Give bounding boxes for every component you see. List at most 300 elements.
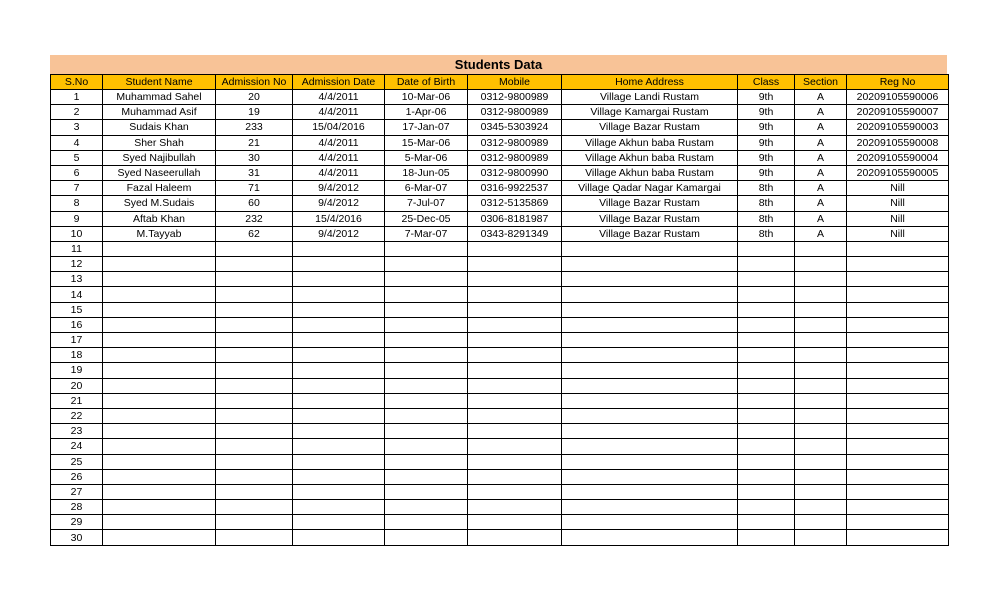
cell-student-name[interactable]: Syed Najibullah [103, 150, 216, 165]
cell-reg-no[interactable] [847, 287, 949, 302]
cell-student-name[interactable] [103, 363, 216, 378]
cell-home-address[interactable] [562, 469, 738, 484]
cell-student-name[interactable] [103, 469, 216, 484]
cell-sno[interactable]: 24 [51, 439, 103, 454]
cell-student-name[interactable]: Muhammad Asif [103, 105, 216, 120]
cell-sno[interactable]: 19 [51, 363, 103, 378]
cell-admission-date[interactable] [293, 287, 385, 302]
column-header-mobile[interactable]: Mobile [468, 75, 562, 90]
cell-reg-no[interactable]: Nill [847, 181, 949, 196]
cell-student-name[interactable] [103, 272, 216, 287]
cell-reg-no[interactable] [847, 530, 949, 545]
cell-reg-no[interactable]: 20209105590008 [847, 135, 949, 150]
cell-student-name[interactable] [103, 257, 216, 272]
cell-mobile[interactable] [468, 469, 562, 484]
cell-class[interactable] [738, 408, 795, 423]
cell-class[interactable] [738, 439, 795, 454]
cell-admission-date[interactable] [293, 424, 385, 439]
cell-home-address[interactable]: Village Akhun baba Rustam [562, 150, 738, 165]
cell-mobile[interactable] [468, 515, 562, 530]
cell-date-of-birth[interactable] [385, 317, 468, 332]
cell-admission-no[interactable] [216, 500, 293, 515]
cell-reg-no[interactable]: 20209105590006 [847, 90, 949, 105]
cell-section[interactable] [795, 272, 847, 287]
cell-section[interactable] [795, 469, 847, 484]
cell-date-of-birth[interactable] [385, 515, 468, 530]
cell-sno[interactable]: 7 [51, 181, 103, 196]
cell-reg-no[interactable] [847, 302, 949, 317]
cell-mobile[interactable]: 0312-9800990 [468, 165, 562, 180]
cell-mobile[interactable] [468, 363, 562, 378]
cell-date-of-birth[interactable] [385, 454, 468, 469]
cell-home-address[interactable] [562, 393, 738, 408]
cell-admission-no[interactable] [216, 287, 293, 302]
cell-class[interactable]: 8th [738, 196, 795, 211]
cell-section[interactable]: A [795, 105, 847, 120]
cell-section[interactable] [795, 287, 847, 302]
cell-admission-date[interactable] [293, 272, 385, 287]
cell-admission-date[interactable] [293, 408, 385, 423]
cell-admission-date[interactable] [293, 530, 385, 545]
cell-reg-no[interactable] [847, 348, 949, 363]
cell-admission-no[interactable] [216, 515, 293, 530]
column-header-admission-date[interactable]: Admission Date [293, 75, 385, 90]
cell-mobile[interactable]: 0312-9800989 [468, 105, 562, 120]
cell-section[interactable]: A [795, 90, 847, 105]
cell-admission-date[interactable]: 9/4/2012 [293, 196, 385, 211]
cell-admission-no[interactable] [216, 363, 293, 378]
cell-reg-no[interactable]: 20209105590007 [847, 105, 949, 120]
cell-class[interactable]: 9th [738, 120, 795, 135]
cell-section[interactable] [795, 333, 847, 348]
cell-section[interactable] [795, 500, 847, 515]
cell-reg-no[interactable] [847, 317, 949, 332]
cell-mobile[interactable] [468, 393, 562, 408]
cell-mobile[interactable] [468, 378, 562, 393]
cell-sno[interactable]: 6 [51, 165, 103, 180]
cell-admission-no[interactable] [216, 408, 293, 423]
cell-date-of-birth[interactable]: 17-Jan-07 [385, 120, 468, 135]
cell-date-of-birth[interactable] [385, 378, 468, 393]
cell-mobile[interactable]: 0343-8291349 [468, 226, 562, 241]
cell-section[interactable] [795, 439, 847, 454]
cell-reg-no[interactable] [847, 241, 949, 256]
cell-sno[interactable]: 26 [51, 469, 103, 484]
cell-reg-no[interactable]: 20209105590003 [847, 120, 949, 135]
cell-date-of-birth[interactable] [385, 257, 468, 272]
column-header-date-of-birth[interactable]: Date of Birth [385, 75, 468, 90]
cell-date-of-birth[interactable] [385, 393, 468, 408]
cell-section[interactable] [795, 454, 847, 469]
cell-mobile[interactable]: 0312-5135869 [468, 196, 562, 211]
cell-sno[interactable]: 15 [51, 302, 103, 317]
cell-admission-no[interactable]: 31 [216, 165, 293, 180]
cell-class[interactable] [738, 317, 795, 332]
cell-section[interactable]: A [795, 211, 847, 226]
cell-home-address[interactable] [562, 317, 738, 332]
cell-home-address[interactable]: Village Qadar Nagar Kamargai [562, 181, 738, 196]
cell-admission-no[interactable]: 233 [216, 120, 293, 135]
cell-class[interactable]: 9th [738, 135, 795, 150]
cell-mobile[interactable] [468, 424, 562, 439]
cell-reg-no[interactable] [847, 333, 949, 348]
cell-student-name[interactable]: M.Tayyab [103, 226, 216, 241]
cell-admission-date[interactable]: 9/4/2012 [293, 181, 385, 196]
cell-sno[interactable]: 21 [51, 393, 103, 408]
cell-section[interactable]: A [795, 196, 847, 211]
cell-sno[interactable]: 8 [51, 196, 103, 211]
cell-admission-no[interactable] [216, 317, 293, 332]
cell-sno[interactable]: 4 [51, 135, 103, 150]
cell-reg-no[interactable]: 20209105590004 [847, 150, 949, 165]
cell-mobile[interactable] [468, 530, 562, 545]
cell-home-address[interactable]: Village Akhun baba Rustam [562, 135, 738, 150]
cell-admission-no[interactable] [216, 272, 293, 287]
cell-mobile[interactable] [468, 302, 562, 317]
cell-date-of-birth[interactable] [385, 241, 468, 256]
cell-admission-date[interactable] [293, 348, 385, 363]
cell-admission-date[interactable] [293, 257, 385, 272]
cell-admission-no[interactable] [216, 484, 293, 499]
cell-class[interactable]: 8th [738, 211, 795, 226]
cell-admission-date[interactable] [293, 500, 385, 515]
cell-admission-date[interactable] [293, 317, 385, 332]
cell-home-address[interactable]: Village Bazar Rustam [562, 120, 738, 135]
cell-admission-no[interactable]: 19 [216, 105, 293, 120]
column-header-section[interactable]: Section [795, 75, 847, 90]
cell-sno[interactable]: 13 [51, 272, 103, 287]
cell-home-address[interactable] [562, 439, 738, 454]
cell-class[interactable] [738, 454, 795, 469]
cell-date-of-birth[interactable] [385, 287, 468, 302]
cell-mobile[interactable]: 0312-9800989 [468, 135, 562, 150]
cell-date-of-birth[interactable]: 25-Dec-05 [385, 211, 468, 226]
cell-reg-no[interactable] [847, 454, 949, 469]
cell-section[interactable] [795, 348, 847, 363]
cell-admission-date[interactable]: 4/4/2011 [293, 150, 385, 165]
cell-section[interactable] [795, 241, 847, 256]
cell-reg-no[interactable] [847, 363, 949, 378]
cell-sno[interactable]: 14 [51, 287, 103, 302]
cell-admission-no[interactable] [216, 348, 293, 363]
cell-admission-no[interactable] [216, 393, 293, 408]
cell-class[interactable] [738, 393, 795, 408]
cell-sno[interactable]: 17 [51, 333, 103, 348]
cell-date-of-birth[interactable] [385, 469, 468, 484]
cell-reg-no[interactable] [847, 272, 949, 287]
cell-mobile[interactable] [468, 484, 562, 499]
cell-section[interactable]: A [795, 165, 847, 180]
cell-section[interactable]: A [795, 135, 847, 150]
cell-section[interactable] [795, 302, 847, 317]
cell-student-name[interactable] [103, 241, 216, 256]
cell-date-of-birth[interactable]: 10-Mar-06 [385, 90, 468, 105]
cell-home-address[interactable]: Village Kamargai Rustam [562, 105, 738, 120]
column-header-student-name[interactable]: Student Name [103, 75, 216, 90]
cell-reg-no[interactable] [847, 257, 949, 272]
cell-admission-date[interactable] [293, 393, 385, 408]
cell-reg-no[interactable]: Nill [847, 196, 949, 211]
cell-class[interactable]: 8th [738, 181, 795, 196]
cell-date-of-birth[interactable]: 15-Mar-06 [385, 135, 468, 150]
cell-date-of-birth[interactable] [385, 530, 468, 545]
cell-student-name[interactable] [103, 333, 216, 348]
cell-home-address[interactable] [562, 515, 738, 530]
cell-sno[interactable]: 23 [51, 424, 103, 439]
cell-reg-no[interactable]: Nill [847, 211, 949, 226]
cell-class[interactable] [738, 530, 795, 545]
cell-sno[interactable]: 25 [51, 454, 103, 469]
cell-class[interactable]: 9th [738, 105, 795, 120]
cell-sno[interactable]: 1 [51, 90, 103, 105]
cell-student-name[interactable]: Syed Naseerullah [103, 165, 216, 180]
cell-sno[interactable]: 12 [51, 257, 103, 272]
cell-student-name[interactable]: Sudais Khan [103, 120, 216, 135]
cell-class[interactable] [738, 363, 795, 378]
cell-reg-no[interactable]: Nill [847, 226, 949, 241]
column-header-admission-no[interactable]: Admission No [216, 75, 293, 90]
column-header-reg-no[interactable]: Reg No [847, 75, 949, 90]
cell-class[interactable] [738, 484, 795, 499]
cell-student-name[interactable] [103, 454, 216, 469]
cell-section[interactable] [795, 424, 847, 439]
cell-mobile[interactable] [468, 454, 562, 469]
cell-admission-date[interactable]: 15/04/2016 [293, 120, 385, 135]
cell-student-name[interactable]: Syed M.Sudais [103, 196, 216, 211]
cell-date-of-birth[interactable]: 1-Apr-06 [385, 105, 468, 120]
cell-admission-date[interactable]: 4/4/2011 [293, 90, 385, 105]
cell-date-of-birth[interactable] [385, 333, 468, 348]
cell-section[interactable] [795, 515, 847, 530]
cell-sno[interactable]: 11 [51, 241, 103, 256]
cell-home-address[interactable] [562, 500, 738, 515]
cell-reg-no[interactable] [847, 439, 949, 454]
cell-section[interactable] [795, 363, 847, 378]
cell-admission-no[interactable] [216, 454, 293, 469]
cell-student-name[interactable]: Muhammad Sahel [103, 90, 216, 105]
cell-admission-date[interactable]: 15/4/2016 [293, 211, 385, 226]
cell-admission-no[interactable] [216, 469, 293, 484]
cell-student-name[interactable] [103, 439, 216, 454]
cell-section[interactable]: A [795, 226, 847, 241]
cell-admission-no[interactable] [216, 302, 293, 317]
cell-admission-no[interactable]: 71 [216, 181, 293, 196]
cell-class[interactable] [738, 333, 795, 348]
cell-admission-no[interactable]: 20 [216, 90, 293, 105]
cell-section[interactable]: A [795, 181, 847, 196]
cell-home-address[interactable] [562, 454, 738, 469]
cell-section[interactable]: A [795, 150, 847, 165]
cell-mobile[interactable]: 0312-9800989 [468, 150, 562, 165]
cell-date-of-birth[interactable] [385, 348, 468, 363]
cell-student-name[interactable] [103, 348, 216, 363]
cell-admission-no[interactable] [216, 257, 293, 272]
cell-sno[interactable]: 10 [51, 226, 103, 241]
cell-section[interactable] [795, 317, 847, 332]
cell-date-of-birth[interactable]: 18-Jun-05 [385, 165, 468, 180]
cell-sno[interactable]: 5 [51, 150, 103, 165]
cell-student-name[interactable] [103, 408, 216, 423]
cell-home-address[interactable] [562, 408, 738, 423]
cell-class[interactable]: 9th [738, 150, 795, 165]
cell-sno[interactable]: 3 [51, 120, 103, 135]
cell-sno[interactable]: 2 [51, 105, 103, 120]
cell-admission-date[interactable] [293, 333, 385, 348]
cell-sno[interactable]: 16 [51, 317, 103, 332]
cell-sno[interactable]: 30 [51, 530, 103, 545]
cell-date-of-birth[interactable]: 6-Mar-07 [385, 181, 468, 196]
cell-date-of-birth[interactable] [385, 484, 468, 499]
cell-home-address[interactable] [562, 530, 738, 545]
cell-admission-no[interactable] [216, 241, 293, 256]
cell-admission-date[interactable]: 4/4/2011 [293, 135, 385, 150]
cell-class[interactable] [738, 257, 795, 272]
cell-mobile[interactable] [468, 500, 562, 515]
cell-home-address[interactable] [562, 424, 738, 439]
cell-sno[interactable]: 28 [51, 500, 103, 515]
cell-section[interactable]: A [795, 120, 847, 135]
cell-admission-date[interactable] [293, 454, 385, 469]
cell-home-address[interactable] [562, 241, 738, 256]
cell-admission-no[interactable] [216, 439, 293, 454]
cell-reg-no[interactable] [847, 515, 949, 530]
cell-admission-date[interactable]: 9/4/2012 [293, 226, 385, 241]
column-header-home-address[interactable]: Home Address [562, 75, 738, 90]
cell-date-of-birth[interactable] [385, 408, 468, 423]
cell-class[interactable]: 9th [738, 165, 795, 180]
cell-home-address[interactable] [562, 302, 738, 317]
cell-reg-no[interactable] [847, 500, 949, 515]
cell-date-of-birth[interactable] [385, 272, 468, 287]
cell-date-of-birth[interactable] [385, 302, 468, 317]
cell-reg-no[interactable] [847, 393, 949, 408]
cell-mobile[interactable] [468, 241, 562, 256]
cell-sno[interactable]: 29 [51, 515, 103, 530]
cell-class[interactable] [738, 515, 795, 530]
cell-sno[interactable]: 9 [51, 211, 103, 226]
cell-class[interactable] [738, 378, 795, 393]
cell-reg-no[interactable] [847, 378, 949, 393]
cell-admission-no[interactable]: 232 [216, 211, 293, 226]
cell-student-name[interactable] [103, 287, 216, 302]
cell-sno[interactable]: 20 [51, 378, 103, 393]
cell-reg-no[interactable] [847, 424, 949, 439]
cell-mobile[interactable]: 0345-5303924 [468, 120, 562, 135]
cell-mobile[interactable] [468, 333, 562, 348]
cell-student-name[interactable] [103, 302, 216, 317]
cell-class[interactable]: 8th [738, 226, 795, 241]
cell-admission-no[interactable]: 30 [216, 150, 293, 165]
cell-reg-no[interactable] [847, 484, 949, 499]
cell-date-of-birth[interactable] [385, 424, 468, 439]
cell-date-of-birth[interactable] [385, 439, 468, 454]
cell-home-address[interactable]: Village Bazar Rustam [562, 226, 738, 241]
cell-home-address[interactable]: Village Landi Rustam [562, 90, 738, 105]
cell-admission-date[interactable] [293, 484, 385, 499]
cell-class[interactable] [738, 469, 795, 484]
cell-admission-date[interactable] [293, 469, 385, 484]
cell-reg-no[interactable] [847, 469, 949, 484]
cell-class[interactable] [738, 302, 795, 317]
cell-mobile[interactable] [468, 348, 562, 363]
cell-section[interactable] [795, 484, 847, 499]
cell-mobile[interactable]: 0306-8181987 [468, 211, 562, 226]
cell-date-of-birth[interactable]: 7-Jul-07 [385, 196, 468, 211]
cell-mobile[interactable] [468, 257, 562, 272]
cell-admission-no[interactable]: 60 [216, 196, 293, 211]
cell-home-address[interactable]: Village Akhun baba Rustam [562, 165, 738, 180]
cell-sno[interactable]: 22 [51, 408, 103, 423]
cell-mobile[interactable] [468, 408, 562, 423]
cell-mobile[interactable] [468, 439, 562, 454]
cell-student-name[interactable]: Sher Shah [103, 135, 216, 150]
cell-student-name[interactable] [103, 484, 216, 499]
cell-admission-date[interactable] [293, 515, 385, 530]
column-header-sno[interactable]: S.No [51, 75, 103, 90]
cell-reg-no[interactable] [847, 408, 949, 423]
cell-student-name[interactable]: Aftab Khan [103, 211, 216, 226]
cell-admission-date[interactable] [293, 363, 385, 378]
cell-home-address[interactable]: Village Bazar Rustam [562, 196, 738, 211]
cell-mobile[interactable] [468, 272, 562, 287]
cell-class[interactable] [738, 272, 795, 287]
cell-sno[interactable]: 27 [51, 484, 103, 499]
cell-admission-no[interactable] [216, 530, 293, 545]
cell-reg-no[interactable]: 20209105590005 [847, 165, 949, 180]
cell-class[interactable] [738, 424, 795, 439]
cell-section[interactable] [795, 257, 847, 272]
cell-sno[interactable]: 18 [51, 348, 103, 363]
cell-home-address[interactable] [562, 333, 738, 348]
cell-home-address[interactable]: Village Bazar Rustam [562, 211, 738, 226]
cell-admission-no[interactable]: 21 [216, 135, 293, 150]
cell-home-address[interactable] [562, 363, 738, 378]
cell-student-name[interactable]: Fazal Haleem [103, 181, 216, 196]
cell-student-name[interactable] [103, 424, 216, 439]
cell-admission-date[interactable] [293, 302, 385, 317]
cell-admission-no[interactable]: 62 [216, 226, 293, 241]
cell-home-address[interactable] [562, 287, 738, 302]
cell-admission-no[interactable] [216, 378, 293, 393]
cell-admission-date[interactable] [293, 378, 385, 393]
cell-date-of-birth[interactable] [385, 500, 468, 515]
cell-student-name[interactable] [103, 530, 216, 545]
cell-section[interactable] [795, 393, 847, 408]
cell-student-name[interactable] [103, 317, 216, 332]
cell-mobile[interactable]: 0316-9922537 [468, 181, 562, 196]
cell-student-name[interactable] [103, 393, 216, 408]
cell-section[interactable] [795, 530, 847, 545]
cell-home-address[interactable] [562, 484, 738, 499]
cell-admission-no[interactable] [216, 333, 293, 348]
cell-home-address[interactable] [562, 257, 738, 272]
cell-home-address[interactable] [562, 378, 738, 393]
cell-admission-date[interactable] [293, 439, 385, 454]
cell-mobile[interactable] [468, 317, 562, 332]
cell-section[interactable] [795, 408, 847, 423]
cell-section[interactable] [795, 378, 847, 393]
cell-class[interactable] [738, 500, 795, 515]
cell-admission-no[interactable] [216, 424, 293, 439]
cell-student-name[interactable] [103, 500, 216, 515]
cell-admission-date[interactable]: 4/4/2011 [293, 105, 385, 120]
cell-class[interactable] [738, 241, 795, 256]
cell-class[interactable] [738, 287, 795, 302]
cell-date-of-birth[interactable]: 5-Mar-06 [385, 150, 468, 165]
cell-class[interactable] [738, 348, 795, 363]
cell-admission-date[interactable] [293, 241, 385, 256]
cell-student-name[interactable] [103, 515, 216, 530]
